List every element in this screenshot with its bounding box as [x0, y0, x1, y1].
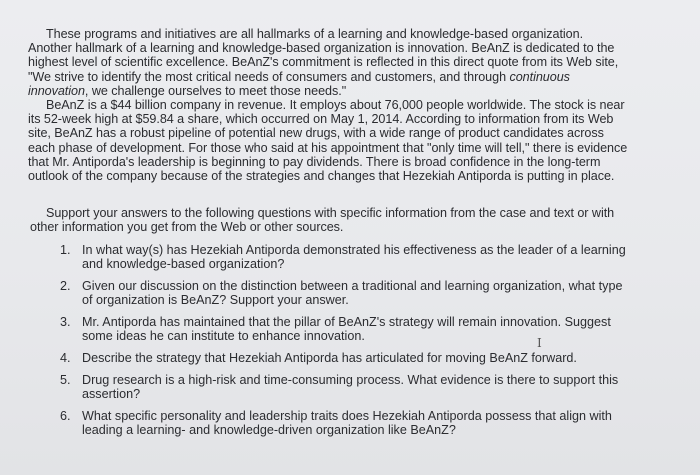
question-item [60, 279, 650, 307]
text-line: Mr. Antiporda has maintained that the pillar of BeAnZ's strategy will remain innovation. Suggest [82, 315, 611, 329]
text-line: In what way(s) has Hezekiah Antiporda demonstrated his effectiveness as the leader of a learning [82, 243, 626, 257]
text-line: other information you get from the Web or other sources. [30, 220, 344, 235]
question-item [60, 351, 650, 365]
question-text [82, 373, 650, 401]
question-text [82, 279, 650, 307]
question-item [60, 243, 650, 271]
text-line: leading a learning- and knowledge-driven organization like BeAnZ? [82, 423, 456, 437]
question-list [60, 243, 650, 445]
question-number: 2. [60, 279, 71, 293]
emphasis-text: innovation [28, 83, 85, 98]
question-number: 4. [60, 351, 71, 365]
question-text [82, 351, 650, 365]
text-line: Drug research is a high-risk and time-consuming process. What evidence is there to support this [82, 372, 619, 387]
text-line [28, 70, 644, 84]
text-line: outlook of the company because of the strategies and changes that Hezekiah Antiporda is putting in place. [28, 169, 615, 184]
question-number: 3. [60, 315, 71, 329]
text-line: site, BeAnZ has a robust pipeline of potential new drugs, with a wide range of product candidates across [28, 126, 604, 141]
question-item [60, 409, 650, 437]
text-span: , we challenge ourselves to meet those needs." [84, 83, 347, 98]
text-line: Describe the strategy that Hezekiah Antiporda has articulated for moving BeAnZ forward. [82, 351, 577, 365]
question-text [82, 409, 650, 437]
text-line: its 52-week high at $59.84 a share, which occurred on May 1, 2014. According to information from its Web [28, 112, 614, 127]
question-text [82, 243, 650, 271]
paragraph-instructions [30, 206, 646, 234]
paragraph-company-profile [28, 98, 644, 183]
text-line: assertion? [82, 387, 141, 401]
question-number: 5. [60, 372, 71, 387]
text-line: Another hallmark of a learning and knowledge-based organization is innovation. BeAnZ is dedicated to the [28, 41, 615, 56]
text-cursor-icon: I [537, 336, 542, 350]
question-item [60, 315, 650, 343]
question-item [60, 373, 650, 401]
text-line: and knowledge-based organization? [82, 257, 285, 272]
text-span: "We strive to identify the most critical needs of consumers and customers, and through [28, 69, 510, 84]
question-text [82, 315, 650, 343]
text-line: Support your answers to the following questions with specific information from the case and text or with [46, 206, 615, 220]
text-line: What specific personality and leadership traits does Hezekiah Antiporda possess that align with [82, 408, 612, 423]
question-number: 6. [60, 408, 71, 423]
emphasis-text: continuous [509, 69, 570, 84]
text-line: each phase of development. For those who said at his appointment that "only time will tell," there is evidence [28, 140, 628, 155]
text-line: that Mr. Antiporda's leadership is beginning to pay dividends. There is broad confidence in the long-term [28, 154, 601, 169]
text-line [28, 84, 644, 98]
text-line: These programs and initiatives are all hallmarks of a learning and knowledge-based organization. [46, 27, 584, 41]
question-number: 1. [60, 243, 71, 257]
text-line: some ideas he can institute to enhance innovation. [82, 329, 365, 344]
paragraph-hallmarks [28, 27, 644, 98]
text-line: highest level of scientific excellence. BeAnZ's commitment is reflected in this direct quote from its Web site, [28, 55, 619, 70]
text-line: Given our discussion on the distinction between a traditional and learning organization, what type [82, 279, 623, 293]
text-line: BeAnZ is a $44 billion company in revenue. It employs about 76,000 people worldwide. The stock is near [46, 98, 625, 112]
text-line: of organization is BeAnZ? Support your answer. [82, 293, 349, 308]
